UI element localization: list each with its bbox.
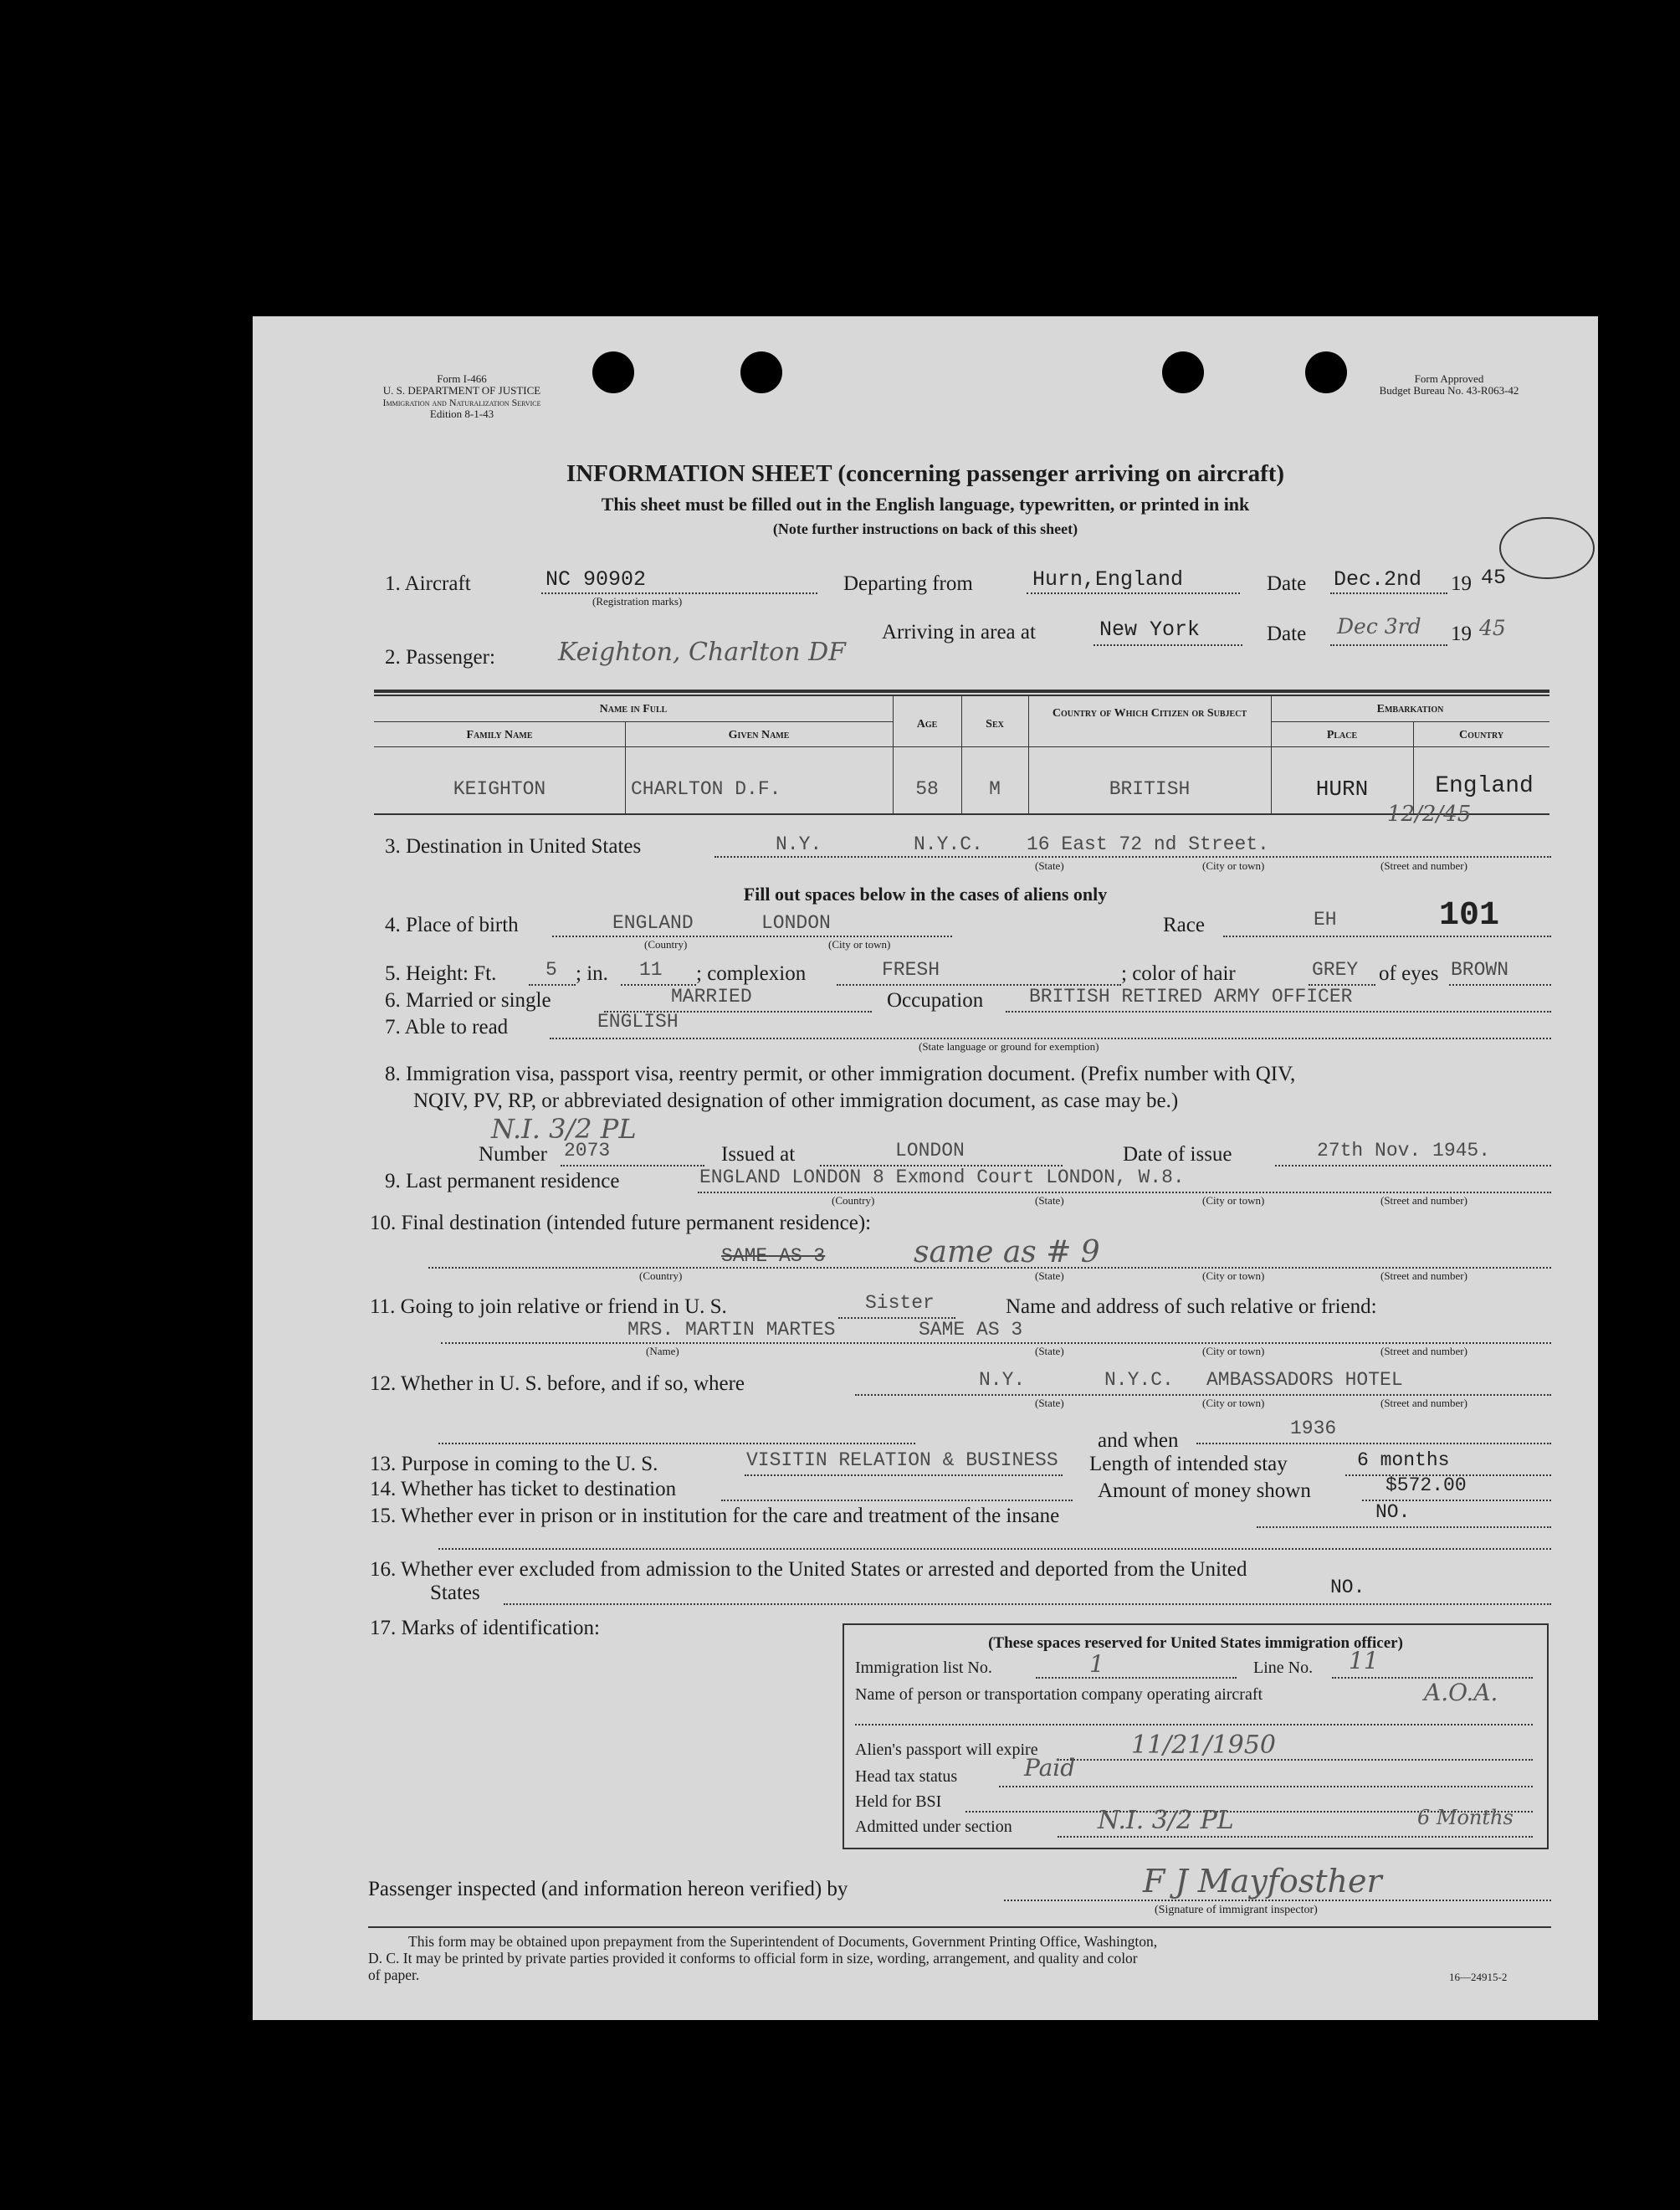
- bsi-label: Held for BSI: [855, 1792, 942, 1811]
- occupation-label: Occupation: [887, 989, 984, 1012]
- caption-country: (Country): [644, 938, 688, 951]
- sex-header: Sex: [986, 718, 1004, 731]
- race-label: Race: [1163, 914, 1205, 936]
- age-header: Age: [916, 718, 938, 731]
- operator-value: A.O.A.: [1424, 1679, 1498, 1706]
- caption-city: (City or town): [1202, 1397, 1265, 1409]
- footer-code: 16—24915-2: [1449, 1971, 1508, 1983]
- excluded-value: NO.: [1330, 1577, 1365, 1598]
- issued-label: Issued at: [721, 1143, 796, 1166]
- inspector-signature: F J Mayfosther: [1143, 1863, 1382, 1900]
- join-address-label: Name and address of such relative or friend:: [1006, 1295, 1377, 1318]
- footer-text-2: D. C. It may be printed by private parties provided it conforms to official form in size, wording, arrangement, and quality and color: [368, 1950, 1138, 1966]
- departure-year: 45: [1481, 566, 1507, 590]
- residence-value: ENGLAND LONDON 8 Exmond Court LONDON, W.8.: [699, 1167, 1185, 1188]
- instructions-note: (Note further instructions on back of this sheet): [772, 520, 1078, 537]
- caption-state: (State): [1035, 1397, 1064, 1409]
- eyes-label: of eyes: [1379, 962, 1439, 985]
- complexion-label: ; complexion: [696, 962, 807, 985]
- caption-street: (Street and number): [1380, 1397, 1467, 1409]
- document-number: 2073: [564, 1140, 611, 1161]
- citizen-header: Country of Which Citizen or Subject: [1052, 707, 1247, 720]
- caption-country: (Country): [639, 1269, 683, 1282]
- arrival-year-prefix: 19: [1451, 623, 1472, 645]
- stay-label: Length of intended stay: [1089, 1453, 1288, 1475]
- tax-value: Paid: [1024, 1754, 1076, 1782]
- document-text-2: NQIV, PV, RP, or abbreviated designation of other immigration document, as case may be.): [413, 1090, 1179, 1112]
- height-in-label: ; in.: [576, 962, 608, 985]
- previous-year: 1936: [1290, 1418, 1337, 1439]
- caption-state: (State): [1035, 1269, 1064, 1282]
- read-caption: (State language or ground for exemption): [919, 1040, 1099, 1053]
- form-number: Form I-466: [437, 372, 487, 385]
- join-relation: Sister: [865, 1292, 935, 1314]
- excluded-text-1: 16. Whether ever excluded from admission to the United States or arrested and deported from the United: [370, 1558, 1247, 1581]
- join-label: 11. Going to join relative or friend in U. S.: [370, 1295, 727, 1318]
- document-text-1: 8. Immigration visa, passport visa, reentry permit, or other immigration document. (Prefix number with QIV,: [385, 1063, 1296, 1085]
- birth-city: LONDON: [761, 912, 831, 934]
- arrival-date-label: Date: [1267, 623, 1307, 645]
- residence-label: 9. Last permanent residence: [385, 1170, 620, 1192]
- height-label: 5. Height: Ft.: [385, 962, 497, 985]
- destination-label: 3. Destination in United States: [385, 835, 642, 858]
- footer-text-1: This form may be obtained upon prepayment from the Superintendent of Documents, Government Printing Office, Washington,: [408, 1933, 1158, 1950]
- page-title: INFORMATION SHEET (concerning passenger arriving on aircraft): [566, 460, 1285, 487]
- aliens-heading: Fill out spaces below in the cases of aliens only: [743, 884, 1108, 905]
- previous-street: AMBASSADORS HOTEL: [1206, 1369, 1403, 1391]
- race-code: 101: [1439, 897, 1500, 935]
- departing-value: Hurn,England: [1032, 567, 1184, 592]
- officer-box-heading: (These spaces reserved for United States immigration officer): [988, 1634, 1403, 1652]
- passport-value: 11/21/1950: [1131, 1731, 1276, 1760]
- final-destination-label: 10. Final destination (intended future permanent residence):: [370, 1212, 872, 1234]
- marital-value: MARRIED: [671, 986, 752, 1008]
- caption-country: (Country): [832, 1194, 875, 1207]
- aircraft-label: 1. Aircraft: [385, 572, 471, 595]
- number-label: Number: [479, 1143, 547, 1166]
- marital-label: 6. Married or single: [385, 989, 551, 1012]
- service: Immigration and Naturalization Service: [382, 397, 541, 408]
- stay-value: 6 months: [1357, 1449, 1450, 1471]
- caption-city: (City or town): [1202, 1345, 1265, 1357]
- hair-value: GREY: [1312, 959, 1359, 981]
- list-value: 1: [1089, 1650, 1104, 1678]
- document-hand-note: N.I. 3/2 PL: [491, 1113, 637, 1145]
- operator-label: Name of person or transportation company operating aircraft: [855, 1685, 1263, 1704]
- prison-value: NO.: [1375, 1501, 1411, 1523]
- identification-label: 17. Marks of identification:: [370, 1617, 600, 1639]
- signature-caption: (Signature of immigrant inspector): [1155, 1904, 1318, 1916]
- document-page: [253, 316, 1598, 2020]
- age-value: 58: [915, 778, 939, 800]
- country-header: Country: [1458, 729, 1504, 741]
- inspected-label: Passenger inspected (and information hereon verified) by: [368, 1878, 848, 1900]
- caption-name: (Name): [646, 1345, 679, 1357]
- punch-hole: [1162, 351, 1204, 393]
- caption-city: (City or town): [1202, 1194, 1265, 1207]
- read-label: 7. Able to read: [385, 1016, 509, 1038]
- money-value: $572.00: [1385, 1474, 1467, 1496]
- race-value: EH: [1314, 909, 1337, 931]
- when-label: and when: [1098, 1429, 1179, 1452]
- complexion-value: FRESH: [882, 959, 940, 981]
- caption-city: (City or town): [1202, 1269, 1265, 1282]
- registration-caption: (Registration marks): [592, 595, 683, 608]
- departing-label: Departing from: [843, 572, 973, 595]
- passport-label: Alien's passport will expire: [855, 1741, 1038, 1759]
- given-name-header: Given Name: [728, 729, 790, 741]
- passenger-name: Keighton, Charlton DF: [558, 638, 846, 667]
- family-name-header: Family Name: [466, 729, 533, 741]
- admitted-note: 6 Months: [1417, 1806, 1514, 1829]
- hair-label: ; color of hair: [1121, 962, 1236, 985]
- punch-hole: [592, 351, 634, 393]
- caption-state: (State): [1035, 859, 1064, 872]
- admitted-value: N.I. 3/2 PL: [1098, 1806, 1234, 1835]
- issue-date: 27th Nov. 1945.: [1317, 1140, 1491, 1161]
- height-ft: 5: [545, 959, 557, 981]
- arriving-value: New York: [1099, 618, 1201, 642]
- date-label: Date: [1267, 572, 1307, 595]
- hand-circle-mark: [1499, 517, 1595, 579]
- issued-value: LONDON: [895, 1140, 965, 1161]
- final-destination-hand: same as # 9: [914, 1235, 1100, 1269]
- birth-country: ENGLAND: [612, 912, 694, 934]
- height-in: 11: [639, 959, 663, 981]
- line-value: 11: [1349, 1647, 1379, 1674]
- edition: Edition 8-1-43: [429, 408, 494, 420]
- purpose-label: 13. Purpose in coming to the U. S.: [370, 1453, 658, 1475]
- ticket-label: 14. Whether has ticket to destination: [370, 1478, 677, 1500]
- arrival-date: Dec 3rd: [1337, 614, 1421, 638]
- relative-name: MRS. MARTIN MARTES: [627, 1319, 836, 1341]
- destination-street: 16 East 72 nd Street.: [1027, 833, 1269, 855]
- departure-date: Dec.2nd: [1334, 567, 1422, 592]
- caption-city: (City or town): [828, 938, 891, 951]
- caption-street: (Street and number): [1380, 1194, 1467, 1207]
- passenger-label: 2. Passenger:: [385, 646, 495, 669]
- final-destination-struck: SAME AS 3: [721, 1245, 826, 1267]
- caption-street: (Street and number): [1380, 859, 1467, 872]
- caption-state: (State): [1035, 1345, 1064, 1357]
- budget-bureau: Budget Bureau No. 43-R063-42: [1379, 384, 1519, 397]
- eyes-value: BROWN: [1451, 959, 1509, 981]
- family-name-value: KEIGHTON: [453, 778, 546, 800]
- embarkation-header: Embarkation: [1376, 703, 1444, 715]
- arrival-year: 45: [1479, 616, 1506, 640]
- country-value: England: [1435, 773, 1534, 799]
- list-label: Immigration list No.: [855, 1659, 992, 1677]
- destination-state: N.Y.: [776, 833, 822, 855]
- previous-city: N.Y.C.: [1104, 1369, 1174, 1391]
- purpose-value: VISITIN RELATION & BUSINESS: [746, 1449, 1058, 1471]
- previous-visit-label: 12. Whether in U. S. before, and if so, where: [370, 1372, 745, 1395]
- line-label: Line No.: [1253, 1659, 1314, 1677]
- arriving-label: Arriving in area at: [882, 621, 1036, 644]
- name-in-full-header: Name in Full: [599, 703, 668, 715]
- citizen-value: BRITISH: [1109, 778, 1191, 800]
- place-header: Place: [1326, 729, 1358, 741]
- punch-hole: [740, 351, 782, 393]
- issue-date-label: Date of issue: [1123, 1143, 1232, 1166]
- footer-text-3: of paper.: [368, 1966, 420, 1983]
- relative-address: SAME AS 3: [919, 1319, 1023, 1341]
- tax-label: Head tax status: [855, 1767, 958, 1786]
- previous-state: N.Y.: [979, 1369, 1026, 1391]
- money-label: Amount of money shown: [1098, 1479, 1311, 1502]
- caption-city: (City or town): [1202, 859, 1265, 872]
- birthplace-label: 4. Place of birth: [385, 914, 519, 936]
- form-approved: Form Approved: [1414, 372, 1484, 385]
- prison-label: 15. Whether ever in prison or in institution for the care and treatment of the insane: [370, 1505, 1060, 1527]
- destination-city: N.Y.C.: [914, 833, 983, 855]
- given-name-value: CHARLTON D.F.: [631, 778, 781, 800]
- subtitle: This sheet must be filled out in the English language, typewritten, or printed in ink: [601, 494, 1250, 515]
- excluded-text-2: States: [430, 1582, 480, 1604]
- aircraft-value: NC 90902: [545, 567, 647, 592]
- place-value: HURN: [1315, 777, 1369, 802]
- read-value: ENGLISH: [597, 1011, 679, 1033]
- year-prefix: 19: [1451, 572, 1472, 595]
- caption-street: (Street and number): [1380, 1269, 1467, 1282]
- admitted-label: Admitted under section: [855, 1818, 1012, 1836]
- occupation-value: BRITISH RETIRED ARMY OFFICER: [1029, 986, 1353, 1008]
- caption-street: (Street and number): [1380, 1345, 1467, 1357]
- department: U. S. DEPARTMENT OF JUSTICE: [382, 384, 541, 397]
- caption-state: (State): [1035, 1194, 1064, 1207]
- margin-date: 12/2/45: [1387, 802, 1472, 827]
- sex-value: M: [989, 778, 1001, 800]
